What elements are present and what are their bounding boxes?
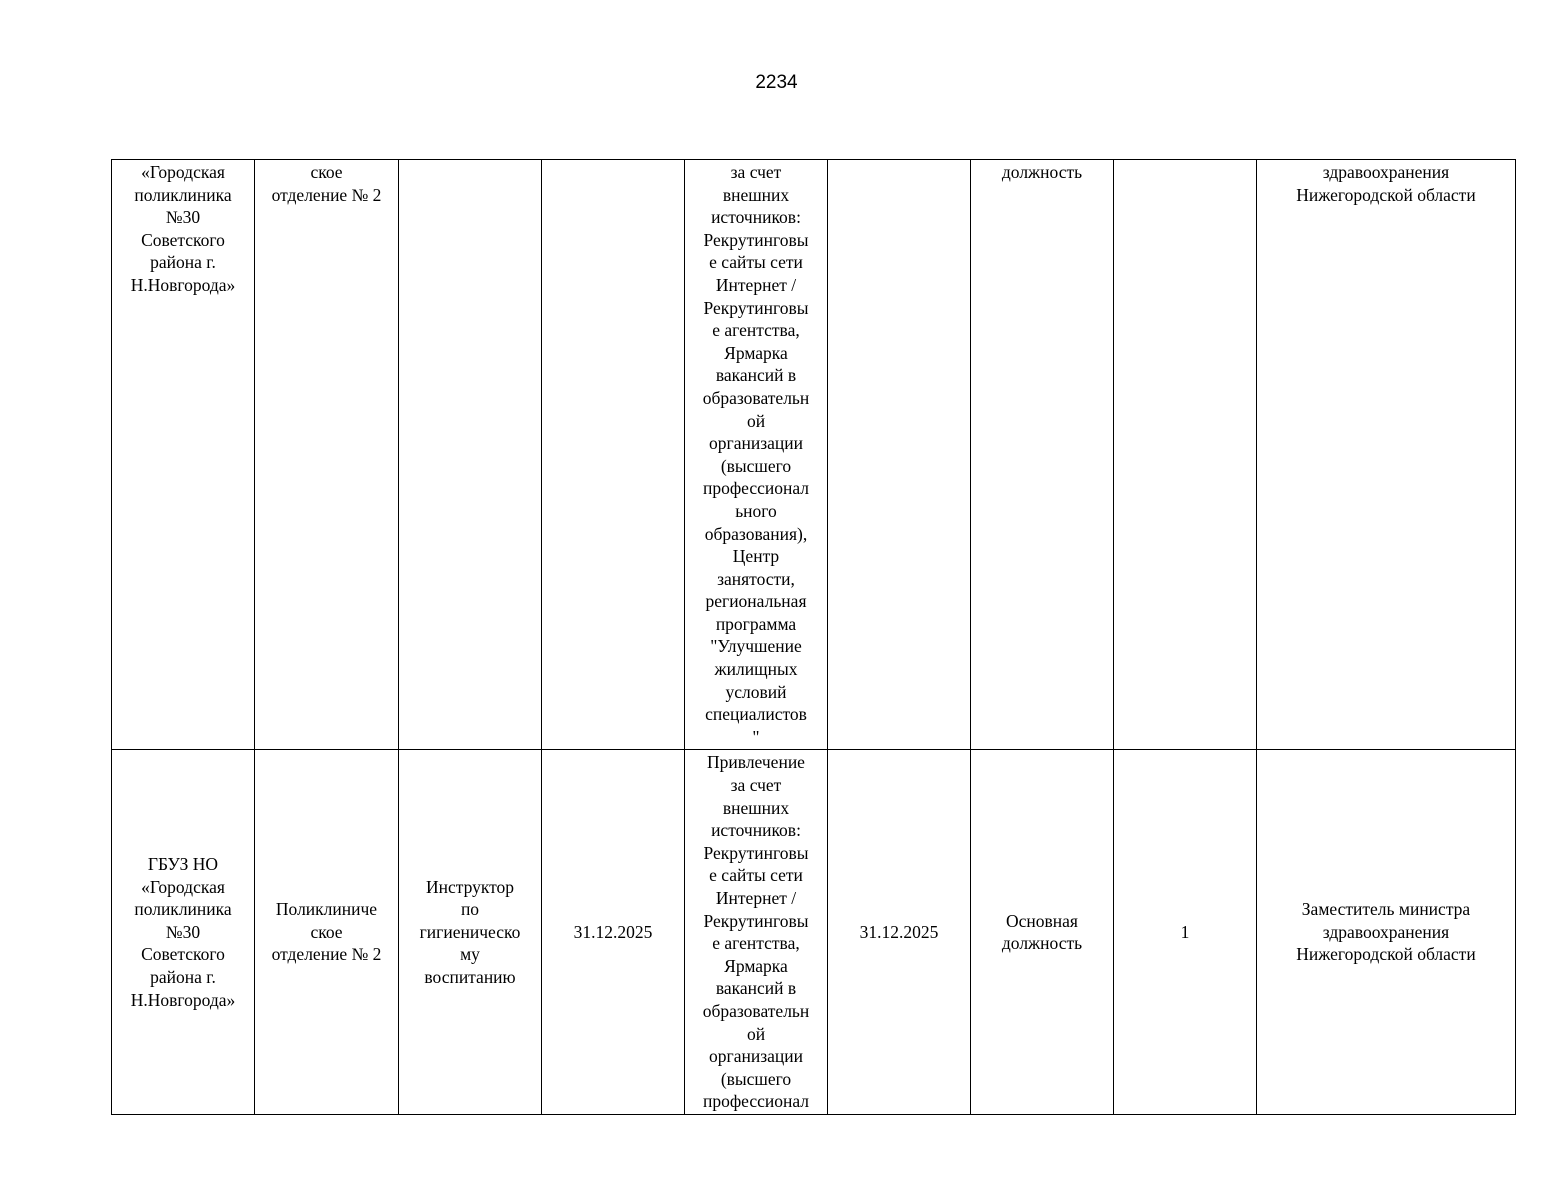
cell-text: должность (1001, 162, 1083, 182)
table-row (112, 160, 1516, 750)
cell-post-type (971, 160, 1114, 750)
cell-date2 (828, 750, 971, 1115)
table-row (112, 750, 1516, 1115)
cell-text: ГБУЗ НО «Городская поликлиника №30 Советского района г. Н.Новгорода» (130, 854, 236, 1010)
cell-position (399, 160, 542, 750)
cell-text: Поликлиниче ское отделение № 2 (271, 899, 382, 965)
cell-text: 31.12.2025 (573, 921, 653, 942)
cell-count (1114, 160, 1257, 750)
cell-department (255, 750, 399, 1115)
cell-organization (112, 750, 255, 1115)
cell-text: 1 (1180, 921, 1190, 942)
cell-date1 (542, 160, 685, 750)
cell-text: за счет внешних источников: Рекрутинговы е сайты сети Интернет / Рекрутинговы е агентства, Ярмарка вакансий в образовательн ой организации (высшего профессионал ьного образования), Центр занятости, региональная программа "Улучшение жилищных условий специалистов " (702, 162, 810, 747)
cell-text: Основная должность (1001, 910, 1083, 954)
cell-organization (112, 160, 255, 750)
cell-date1 (542, 750, 685, 1115)
staffing-table (111, 159, 1516, 1115)
cell-text: «Городская поликлиника №30 Советского района г. Н.Новгорода» (130, 162, 236, 295)
cell-method (685, 160, 828, 750)
cell-position (399, 750, 542, 1115)
cell-text: здравоохранения Нижегородской области (1296, 162, 1476, 205)
cell-department (255, 160, 399, 750)
cell-count (1114, 750, 1257, 1115)
cell-post-type (971, 750, 1114, 1115)
cell-date2 (828, 160, 971, 750)
cell-text: Привлечение за счет внешних источников: Рекрутинговы е сайты сети Интернет / Рекрутинговы е агентства, Ярмарка вакансий в образовательн ой организации (высшего профессионал (702, 752, 810, 1112)
cell-text: 31.12.2025 (859, 921, 939, 942)
cell-text: ское отделение № 2 (271, 162, 382, 205)
cell-responsible (1257, 750, 1516, 1115)
cell-method (685, 750, 828, 1115)
cell-text: Инструктор по гигиеническо му воспитанию (419, 876, 521, 988)
cell-text: Заместитель министра здравоохранения Нижегородской области (1296, 899, 1476, 965)
page-number: 2234 (755, 72, 798, 93)
cell-responsible (1257, 160, 1516, 750)
